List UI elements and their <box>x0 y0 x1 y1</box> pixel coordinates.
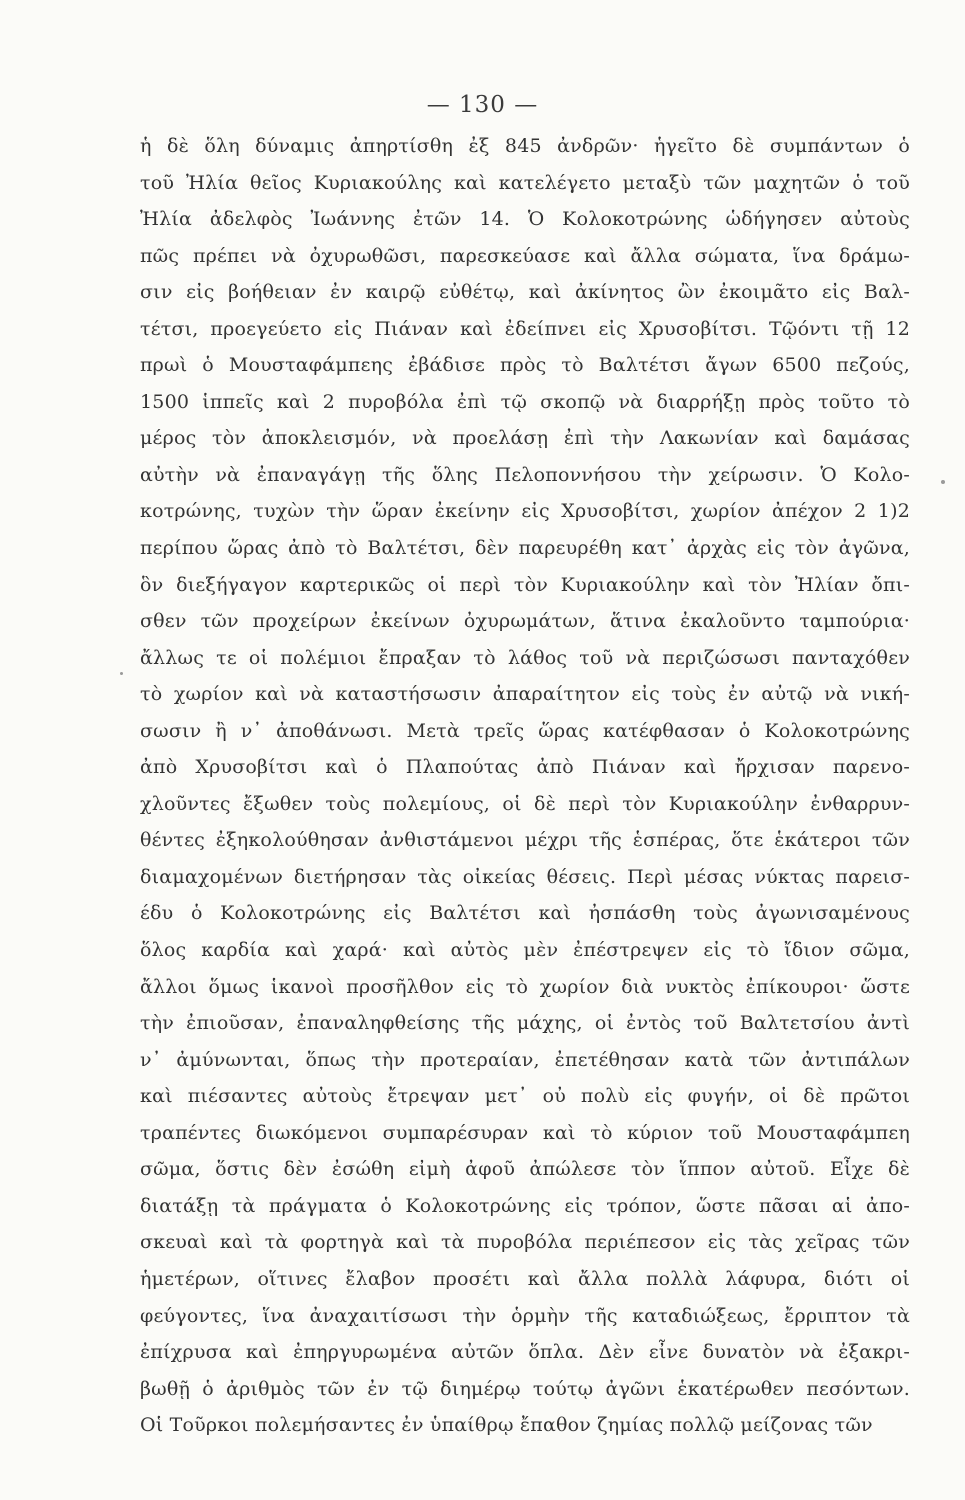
text-line: τέτσι, προεγεύετο εἰς Πιάναν καὶ ἐδείπνει εἰς Χρυσοβίτσι. Τῷόντι τῇ 12 <box>140 317 910 340</box>
text-line: σκευαὶ καὶ τὰ φορτηγὰ καὶ τὰ πυροβόλα περιέπεσον εἰς τὰς χεῖρας τῶν <box>140 1231 910 1254</box>
text-line: ἄλλοι ὅμως ἱκανοὶ προσῆλθον εἰς τὸ χωρίον διὰ νυκτὸς ἐπίκουροι· ὥστε <box>140 975 910 998</box>
text-line: διατάξῃ τὰ πράγματα ὁ Κολοκοτρώνης εἰς τρόπον, ὥστε πᾶσαι αἱ ἀπο- <box>140 1194 910 1217</box>
text-line: πῶς πρέπει νὰ ὀχυρωθῶσι, παρεσκεύασε καὶ ἄλλα σώματα, ἵνα δράμω- <box>140 244 910 267</box>
text-line: σῶμα, ὅστις δὲν ἐσώθη εἰμὴ ἀφοῦ ἀπώλεσε τὸν ἵππον αὐτοῦ. Εἶχε δὲ <box>140 1158 910 1181</box>
text-line: ὅλος καρδία καὶ χαρά· καὶ αὐτὸς μὲν ἐπέστρεψεν εἰς τὸ ἴδιον σῶμα, <box>140 939 910 962</box>
text-line: διαμαχομένων διετήρησαν τὰς οἰκείας θέσεις. Περὶ μέσας νύκτας παρεισ- <box>140 865 910 888</box>
text-line: τραπέντες διωκόμενοι συμπαρέσυραν καὶ τὸ κύριον τοῦ Μουσταφάμπεη <box>140 1121 910 1144</box>
text-line: ὃν διεξήγαγον καρτερικῶς οἱ περὶ τὸν Κυριακούλην καὶ τὸν Ἠλίαν ὄπι- <box>140 573 910 596</box>
text-line: τὸ χωρίον καὶ νὰ καταστήσωσιν ἀπαραίτητον εἰς τοὺς ἐν αὐτῷ νὰ νική- <box>140 683 910 706</box>
text-line: σθεν τῶν προχείρων ἐκείνων ὀχυρωμάτων, ἅτινα ἐκαλοῦντο ταμπούρια· <box>140 610 910 633</box>
text-line: αὐτὴν νὰ ἐπαναγάγῃ τῆς ὅλης Πελοποννήσου τὴν χείρωσιν. Ὁ Κολο- <box>140 463 910 486</box>
text-line: έδυ ὁ Κολοκοτρώνης εἰς Βαλτέτσι καὶ ἠσπάσθη τοὺς ἀγωνισαμένους <box>140 902 910 925</box>
text-line: ἐπίχρυσα καὶ ἐπηργυρωμένα αὐτῶν ὅπλα. Δὲν εἶνε δυνατὸν νὰ ἐξακρι- <box>140 1341 910 1364</box>
text-line: Ἠλία ἀδελφὸς Ἰωάννης ἐτῶν 14. Ὁ Κολοκοτρώνης ὡδήγησεν αὐτοὺς <box>140 208 910 231</box>
text-line: κοτρώνης, τυχὼν τὴν ὥραν ἐκείνην εἰς Χρυσοβίτσι, χωρίον ἀπέχον 2 1)2 <box>140 500 910 523</box>
text-line: βωθῇ ὁ ἀριθμὸς τῶν ἐν τῷ διημέρῳ τούτῳ ἀγῶνι ἑκατέρωθεν πεσόντων. <box>140 1377 910 1400</box>
page-number: — 130 — <box>426 92 539 118</box>
text-line: θέντες ἐξηκολούθησαν ἀνθιστάμενοι μέχρι τῆς ἑσπέρας, ὅτε ἑκάτεροι τῶν <box>140 829 910 852</box>
text-line: καὶ πιέσαντες αὐτοὺς ἔτρεψαν μετ᾽ οὐ πολὺ εἰς φυγήν, οἱ δὲ πρῶτοι <box>140 1085 910 1108</box>
text-line: σιν εἰς βοήθειαν ἐν καιρῷ εὐθέτῳ, καὶ ἀκίνητος ὢν ἐκοιμᾶτο εἰς Βαλ- <box>140 281 910 304</box>
text-line: χλοῦντες ἔξωθεν τοὺς πολεμίους, οἱ δὲ περὶ τὸν Κυριακούλην ἐνθαρρυν- <box>140 792 910 815</box>
text-line: ἀπὸ Χρυσοβίτσι καὶ ὁ Πλαπούτας ἀπὸ Πιάναν καὶ ἤρχισαν παρενο- <box>140 756 910 779</box>
text-line: φεύγοντες, ἵνα ἀναχαιτίσωσι τὴν ὁρμὴν τῆς καταδιώξεως, ἔρριπτον τὰ <box>140 1304 910 1327</box>
text-line: ἄλλως τε οἱ πολέμιοι ἔπραξαν τὸ λάθος τοῦ νὰ περιζώσωσι πανταχόθεν <box>140 646 910 669</box>
text-line: ἡ δὲ ὅλη δύναμις ἀπηρτίσθη ἐξ 845 ἀνδρῶν· ἡγεῖτο δὲ συμπάντων ὁ <box>140 135 910 157</box>
text-line: σωσιν ἢ ν᾽ ἀποθάνωσι. Μετὰ τρεῖς ὥρας κατέφθασαν ὁ Κολοκοτρώνης <box>140 719 910 742</box>
text-line: περίπου ὥρας ἀπὸ τὸ Βαλτέτσι, δὲν παρευρέθη κατ᾽ ἀρχὰς εἰς τὸν ἀγῶνα, <box>140 537 910 560</box>
paper-speck <box>120 672 123 675</box>
text-line: 1500 ἱππεῖς καὶ 2 πυροβόλα ἐπὶ τῷ σκοπῷ νὰ διαρρήξῃ πρὸς τοῦτο τὸ <box>140 390 910 413</box>
paper-speck <box>941 480 945 484</box>
body-text <box>140 128 910 1444</box>
text-line: Οἱ Τοῦρκοι πολεμήσαντες ἐν ὑπαίθρῳ ἔπαθον ζημίας πολλῷ μείζονας τῶν <box>140 1414 873 1437</box>
text-line: ἡμετέρων, οἵτινες ἔλαβον προσέτι καὶ ἄλλα πολλὰ λάφυρα, διότι οἱ <box>140 1267 910 1290</box>
text-line: πρωὶ ὁ Μουσταφάμπεης ἐβάδισε πρὸς τὸ Βαλτέτσι ἄγων 6500 πεζούς, <box>140 354 910 377</box>
text-line: ν᾽ ἀμύνωνται, ὅπως τὴν προτεραίαν, ἐπετέθησαν κατὰ τῶν ἀντιπάλων <box>140 1048 910 1071</box>
text-line: τὴν ἐπιοῦσαν, ἐπαναληφθείσης τῆς μάχης, οἱ ἐντὸς τοῦ Βαλτετσίου ἀντὶ <box>140 1012 910 1035</box>
text-line: μέρος τὸν ἀποκλεισμόν, νὰ προελάσῃ ἐπὶ τὴν Λακωνίαν καὶ δαμάσας <box>140 427 910 450</box>
text-line: τοῦ Ἠλία θεῖος Κυριακούλης καὶ κατελέγετο μεταξὺ τῶν μαχητῶν ὁ τοῦ <box>140 171 910 194</box>
